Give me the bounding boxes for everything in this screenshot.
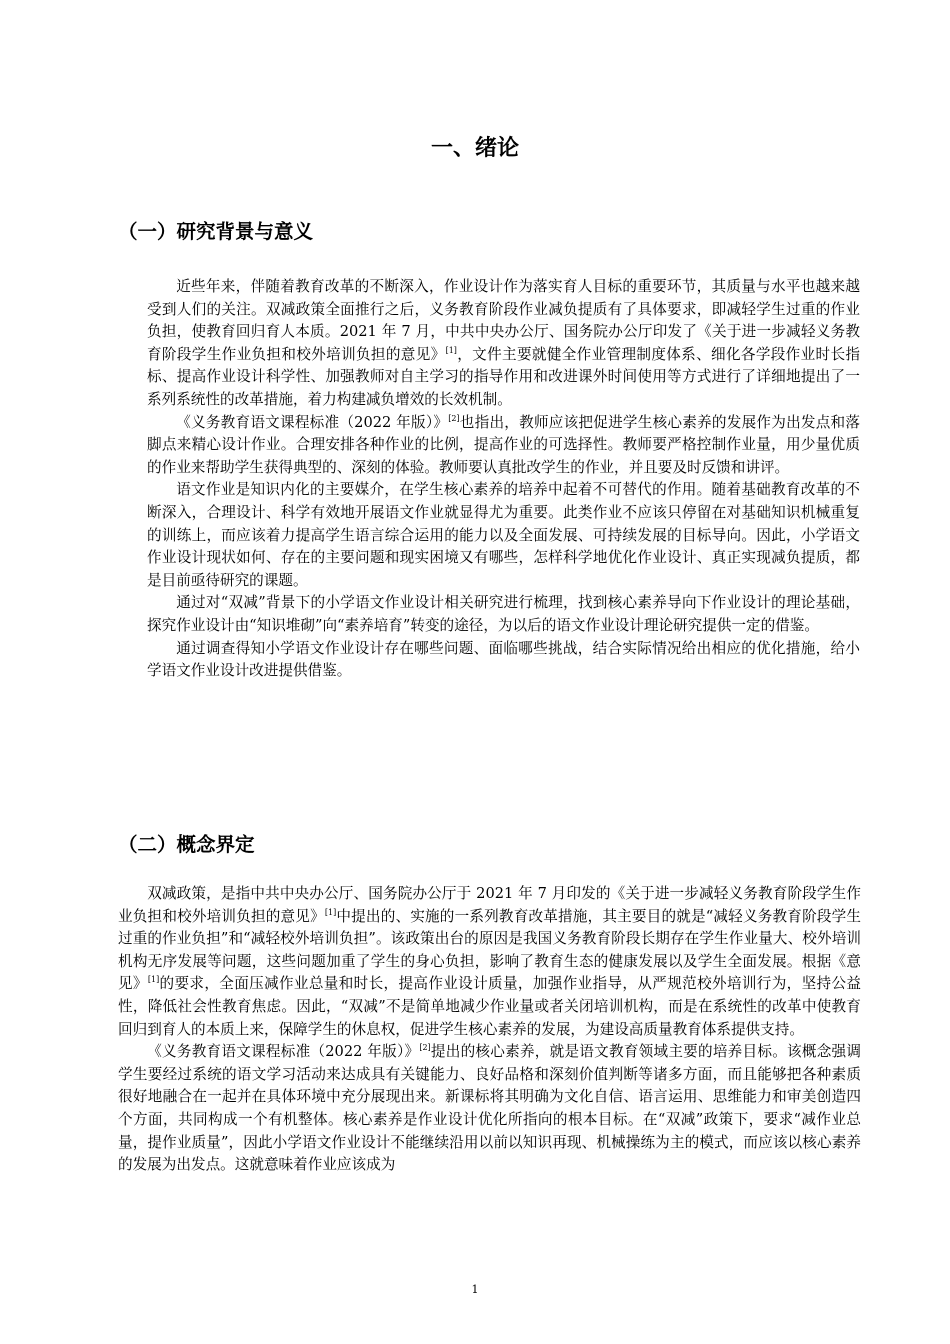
citation-ref: [2] [419,1043,431,1053]
citation-ref: [1] [324,907,337,917]
citation-ref: [1] [147,975,160,985]
section-heading-concept-definition: （二）概念界定 [118,833,255,856]
section-heading-research-background: （一）研究背景与意义 [118,220,314,243]
section-body-research-background [147,276,860,683]
paragraph: 语文作业是知识内化的主要媒介，在学生核心素养的培养中起着不可替代的作用。随着基础教育改革的不断深入，合理设计、科学有效地开展语文作业就显得尤为重要。此类作业不应该只停留在对基础知识机械重复的训练上，而应该着力提高学生语言综合运用的能力以及全面发展、可持续发展的目标导向。因此，小学语文作业设计现状如何、存在的主要问题和现实困境又有哪些，怎样科学地优化作业设计、真正实现减负提质，都是目前亟待研究的课题。 [147,481,860,589]
chapter-title: 一、绪论 [430,136,519,161]
citation-ref: [2] [448,413,460,423]
paragraph: 《义务教育语文课程标准（2022 年版）》[2]也指出，教师应该把促进学生核心素养的发展作为出发点和落脚点来精心设计作业。合理安排各种作业的比例，提高作业的可选择性。教师要严格控制作业量，用少量优质的作业来帮助学生获得典型的、深刻的体验。教师要认真批改学生的作业，并且要及时反馈和讲评。 [147,413,860,476]
citation-ref: [1] [445,345,457,355]
paragraph: 通过调查得知小学语文作业设计存在哪些问题、面临哪些挑战，结合实际情况给出相应的优化措施，给小学语文作业设计改进提供借鉴。 [147,639,860,680]
paragraph: 通过对“双减”背景下的小学语文作业设计相关研究进行梳理，找到核心素养导向下作业设计的理论基础，探究作业设计由“知识堆砌”向“素养培育”转变的途径，为以后的语文作业设计理论研究提供一定的借鉴。 [147,594,860,634]
page-number: 1 [471,1283,479,1296]
paragraph: 《义务教育语文课程标准（2022 年版）》[2]提出的核心素养，就是语文教育领域主要的培养目标。该概念强调学生要经过系统的语文学习活动来达成具有关键能力、良好品格和深刻价值判断等诸多方面，而且能够把各种素质很好地融合在一起并在具体环境中充分展现出来。新课标将其明确为文化自信、语言运用、思维能力和审美创造四个方面，共同构成一个有机整体。核心素养是作业设计优化所指向的根本目标。在“双减”政策下，要求“减作业总量，提作业质量”，因此小学语文作业设计不能继续沿用以前以知识再现、机械操练为主的模式，而应该以核心素养的发展为出发点。这就意味着作业应该成为 [118,1043,861,1174]
paragraph: 双减政策，是指中共中央办公厅、国务院办公厅于 2021 年 7 月印发的《关于进一步减轻义务教育阶段学生作业负担和校外培训负担的意见》[1]中提出的、实施的一系列教育改革措施，其主要目的就是“减轻义务教育阶段学生过重的作业负担”和“减轻校外培训负担”。该政策出台的原因是我国义务教育阶段长期存在学生作业量大、校外培训机构无序发展等问题，这些问题加重了学生的身心负担，影响了教育生态的健康发展以及学生全面发展。根据《意见》[1]的要求，全面压减作业总量和时长，提高作业设计质量，加强作业指导，从严规范校外培训行为，坚持公益性，降低社会性教育焦虑。因此，“双减”不是简单地减少作业量或者关闭培训机构，而是在系统性的改革中使教育回归到育人的本质上来，保障学生的休息权，促进学生核心素养的发展，为建设高质量教育体系提供支持。 [118,885,861,1038]
section-body-concept-definition [118,883,861,1177]
paragraph: 近些年来，伴随着教育改革的不断深入，作业设计作为落实育人目标的重要环节，其质量与水平也越来越受到人们的关注。双减政策全面推行之后，义务教育阶段作业减负提质有了具体要求，即减轻学生过重的作业负担，使教育回归育人本质。2021 年 7 月，中共中央办公厅、国务院办公厅印发了《关于进一步减轻义务教育阶段学生作业负担和校外培训负担的意见》[1]，文件主要就健全作业管理制度体系、细化各学段作业时长指标、提高作业设计科学性、加强教师对自主学习的指导作用和改进课外时间使用等方式进行了详细地提出了一系列系统性的改革措施，着力构建减负增效的长效机制。 [147,278,860,408]
